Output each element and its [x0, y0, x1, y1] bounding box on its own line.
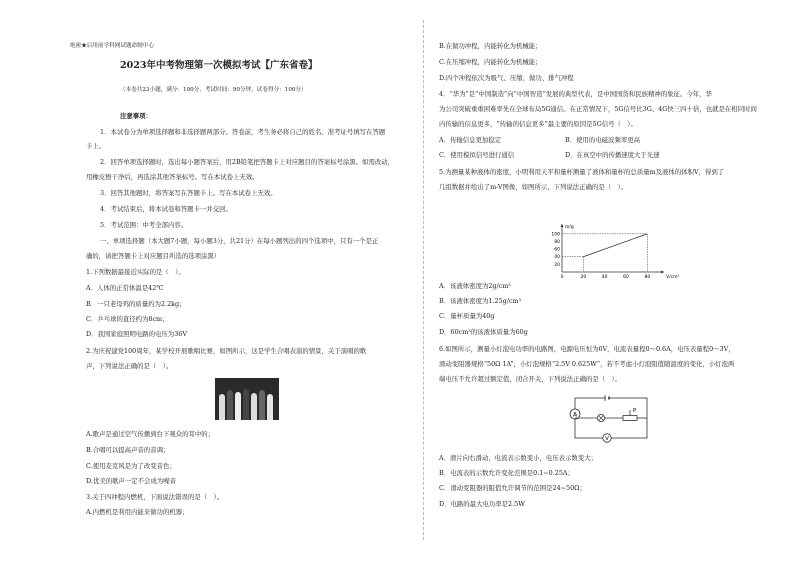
- question-3-option: B.在做功冲程，内能转化为机械能；: [439, 42, 542, 50]
- note-line: 3．回答其他题时，将答案写在答题卡上。写在本试卷上无效。: [100, 189, 277, 197]
- question-5-option: C．量杯质量为40g: [439, 312, 495, 320]
- note-line: 卡上。: [86, 142, 106, 150]
- section-heading: 确的，请把答题卡上对应题目所选的选项涂黑）: [86, 252, 221, 260]
- x-tick-label: 20: [580, 275, 587, 280]
- y-tick-label: 40: [554, 255, 560, 261]
- question-6-stem: 滑动变阻器规格“50Ω 1A”，小灯泡规格“2.5V 0.625W”，若不考虑小灯泡阻值随温度的变化，小灯泡两: [439, 360, 735, 368]
- rheostat-icon: [623, 416, 637, 421]
- x-tick-label: 80: [644, 275, 651, 280]
- question-6-option: D．电路的最大电功率是2.5W: [439, 500, 525, 508]
- note-line: 2．回答单项选择题时，选出每小题答案后，用2B铅笔把答题卡上对应题目的答案标号涂黑。如需改动，: [100, 158, 395, 166]
- battery-gap: [606, 397, 608, 399]
- question-3-option: D.四个冲程依次为吸气、压缩、做功、排气冲程: [439, 74, 574, 82]
- section-heading: 一、单项选择题（本大题7小题，每小题3分，共21分）在每小题列出的四个选项中，只有一个是正: [100, 237, 379, 245]
- data-line: [583, 234, 647, 257]
- question-3-stem: 3.关于四冲程内燃机，下面说法错误的是（ ）。: [86, 493, 224, 501]
- x-axis-arrow: [661, 271, 664, 274]
- question-4-stem: 为公司突破重重困难率先在全球布局5G通信。在正常情况下，5G信号比3G、4G快三四十倍，也就是在相同时间: [439, 105, 757, 113]
- note-line: 4．考试结束后，将本试卷和答题卡一并交回。: [100, 205, 232, 213]
- question-4-option: B．使用的电磁波频率更高: [565, 136, 640, 144]
- question-6-stem: 6.如图所示，测量小灯泡电功率的电路图，电源电压恒为6V，电流表量程0～0.6A，电压表量程0～3V，: [439, 345, 735, 353]
- note-line: 用橡皮擦干净后，再选涂其他答案标号。写在本试卷上无效。: [86, 173, 259, 181]
- y-axis-arrow: [561, 224, 564, 227]
- question-1-option: A．人体的正常体温是42℃: [86, 284, 164, 292]
- watermark-text: 绝密★启用前学科网试题命制中心: [70, 43, 154, 49]
- question-3-option: C.在压缩冲程，内能转化为机械能；: [439, 58, 542, 66]
- x-tick-label: 60: [623, 275, 629, 280]
- question-4-option: C．使用模拟信号进行通信: [439, 151, 515, 159]
- y-axis-label: m/g: [565, 225, 574, 230]
- question-4-stem: 内传输的信息更多，“传输的信息更多”最主要的原因是5G信号（ ）。: [439, 120, 637, 128]
- question-2-option: C.使用麦克风是为了改变音色；: [86, 462, 176, 470]
- question-5-stem: 5.为测量某种液体的密度，小明利用天平和量杯测量了液体和量杯的总质量m及液体的体积V，得到了: [439, 168, 725, 176]
- question-1-option: B．一只老母鸡的质量约为2.2kg；: [86, 300, 186, 308]
- y-tick-label: 20: [554, 262, 560, 268]
- question-2-option: B.合唱可以提高声音的音调；: [86, 446, 170, 454]
- question-3-option: A.内燃机是利用内能来做功的机器；: [86, 508, 189, 516]
- page-subtitle: （本卷共23小题，满分：100分，考试时间：90分钟，试卷得分：100分）: [120, 87, 307, 93]
- x-tick-label: 40: [601, 275, 608, 280]
- rheostat-label: P: [633, 408, 637, 414]
- question-4-stem: 4．“华为”是“中国制造”向“中国智造”发展的典型代表，是中国国货和民族精神的象征。今年，华: [439, 90, 712, 98]
- question-2-stem: 声，下列说法正确的是（ ）。: [86, 362, 173, 370]
- question-1-stem: 1.下列数据最接近实际的是（ ）。: [86, 268, 185, 276]
- question-5-option: B．该液体密度为1.25g/cm³: [439, 297, 522, 305]
- question-2-option: D.优美的歌声一定不会成为噪音: [86, 477, 177, 485]
- x-tick-label: 0: [560, 275, 564, 280]
- question-1-option: C．乒乓球的直径约为8cm；: [86, 315, 169, 323]
- question-2-option: A.歌声是通过空气传播到台下观众的耳中的；: [86, 430, 215, 438]
- mass-volume-chart: [530, 222, 690, 282]
- choir-photo: [215, 378, 279, 420]
- note-line: 1．本试卷分为单项选择题和非选择题两部分。答卷前，考生务必将自己的姓名、准考证号填写在答题: [100, 128, 386, 136]
- voltmeter-label: V: [605, 436, 609, 443]
- question-1-option: D．我国家庭照明电路的电压为36V: [86, 330, 187, 338]
- question-5-option: D．60cm³的该液体质量为60g: [439, 328, 528, 336]
- question-6-stem: 端电压不允许超过额定值，闭合开关，下列说法正确的是（ ）。: [439, 375, 622, 383]
- x-axis-label: V/cm³: [666, 275, 680, 280]
- question-5-stem: 几组数据并绘出了m-V图像，如图所示，下列说法正确的是（ ）。: [439, 183, 628, 191]
- question-6-option: C．滑动变阻器的阻值允许调节的范围是24~50Ω；: [439, 484, 586, 492]
- y-tick-label: 80: [554, 239, 560, 245]
- question-2-stem: 2.为庆祝建党100周年，某学校开展歌唱比赛，如图所示，这是学生合唱表演的情景，关于演唱的歌: [86, 347, 367, 355]
- question-6-option: B．电流表的示数允许变化范围是0.1~0.25A；: [439, 469, 574, 477]
- question-6-option: A．滑片向右滑动，电流表示数变小，电压表示数变大；: [439, 454, 597, 462]
- circuit-diagram: [567, 392, 655, 444]
- note-line: 5．考试范围：中考全部内容。: [100, 221, 188, 229]
- question-4-option: D．在真空中的传播速度大于光速: [565, 151, 660, 159]
- ammeter-label: A: [572, 411, 578, 419]
- question-4-option: A．传输信息更加稳定: [439, 136, 502, 144]
- page-title: 2023年中考物理第一次模拟考试【广东省卷】: [120, 60, 318, 71]
- y-tick-label: 100: [551, 232, 560, 238]
- question-5-option: A．该液体密度为2g/cm³: [439, 282, 511, 290]
- y-tick-label: 60: [554, 247, 560, 253]
- column-divider: [423, 20, 425, 540]
- notes-heading: 注意事项：: [120, 112, 152, 120]
